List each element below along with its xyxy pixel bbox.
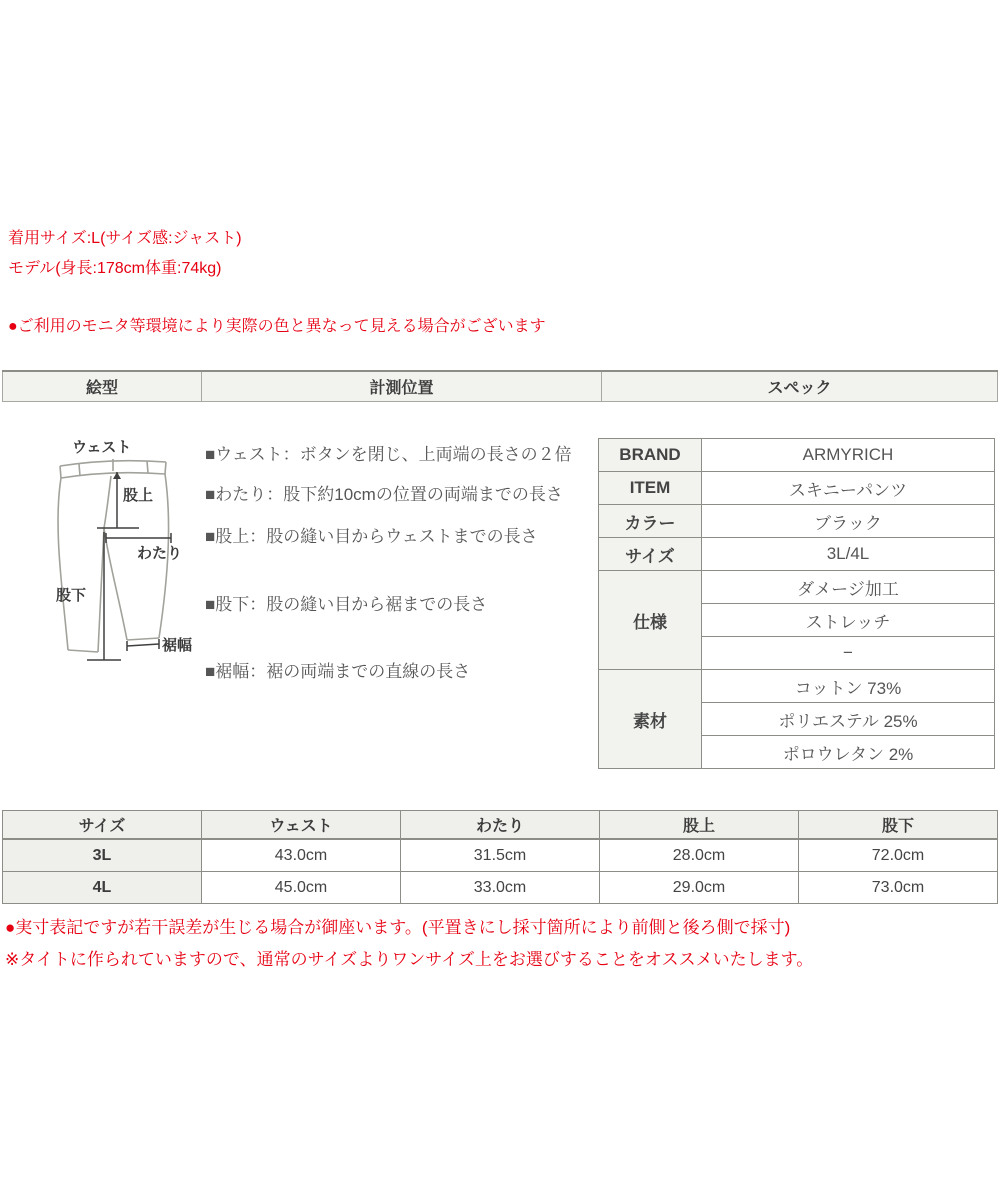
size-row-4l-label: 4L (3, 872, 202, 904)
table-row (3, 872, 998, 904)
measurement-descriptions (205, 440, 597, 687)
pants-diagram (30, 428, 230, 668)
size-4l-thigh: 33.0cm (401, 872, 600, 904)
size-col-header-inseam: 股下 (799, 811, 998, 840)
spec-value-feature-2: ストレッチ (702, 604, 995, 637)
tolerance-note: ●実寸表記ですが若干誤差が生じる場合が御座います。(平置きにし採寸箇所により前側と後ろ側で採寸) (5, 918, 791, 937)
size-4l-inseam: 73.0cm (799, 872, 998, 904)
spec-label-size: サイズ (599, 538, 702, 571)
size-3l-rise: 28.0cm (600, 839, 799, 872)
spec-label-item: ITEM (599, 472, 702, 505)
table-row (599, 670, 995, 703)
spec-label-color: カラー (599, 505, 702, 538)
table-row (599, 538, 995, 571)
spec-value-item: スキニーパンツ (702, 472, 995, 505)
desc-rise: ■股上：股の縫い目からウェストまでの長さ (205, 527, 538, 546)
size-col-header-size: サイズ (3, 811, 202, 840)
measure-section-header (2, 370, 998, 402)
size-4l-waist: 45.0cm (202, 872, 401, 904)
table-row (3, 811, 998, 840)
size-4l-rise: 29.0cm (600, 872, 799, 904)
spec-value-size: 3L/4L (702, 538, 995, 571)
spec-label-brand: BRAND (599, 439, 702, 472)
desc-inseam: ■股下：股の縫い目から裾までの長さ (205, 595, 488, 614)
monitor-color-note: ●ご利用のモニタ等環境により実際の色と異なって見える場合がございます (8, 318, 546, 335)
header-measure-position: 計測位置 (202, 371, 602, 402)
size-3l-waist: 43.0cm (202, 839, 401, 872)
size-col-header-thigh: わたり (401, 811, 600, 840)
table-row (599, 505, 995, 538)
desc-hem: ■裾幅：裾の両端までの直線の長さ (205, 662, 471, 681)
model-info-notes (8, 224, 546, 342)
diagram-label-rise: 股上 (123, 487, 154, 504)
sizing-advice-note: ※タイトに作られていますので、通常のサイズよりワンサイズ上をお選びすることをオススメいたします。 (5, 950, 814, 969)
spec-value-material-1: コットン 73% (702, 670, 995, 703)
diagram-label-inseam: 股下 (56, 587, 87, 604)
spec-value-material-2: ポリエステル 25% (702, 703, 995, 736)
spec-value-feature-1: ダメージ加工 (702, 571, 995, 604)
size-3l-thigh: 31.5cm (401, 839, 600, 872)
desc-thigh: ■わたり：股下約10cmの位置の両端までの長さ (205, 485, 563, 504)
size-row-3l-label: 3L (3, 839, 202, 872)
pants-diagram-svg (30, 428, 230, 668)
spec-label-features: 仕様 (599, 571, 702, 670)
size-col-header-waist: ウェスト (202, 811, 401, 840)
spec-value-color: ブラック (702, 505, 995, 538)
diagram-label-thigh: わたり (137, 545, 183, 562)
measurement-disclaimer-notes (5, 912, 813, 976)
size-3l-inseam: 72.0cm (799, 839, 998, 872)
spec-table (598, 438, 995, 769)
worn-size-note: 着用サイズ:L(サイズ感:ジャスト) (8, 230, 242, 247)
table-row (599, 439, 995, 472)
desc-waist: ■ウェスト：ボタンを閉じ、上両端の長さの２倍 (205, 445, 572, 464)
table-row (3, 839, 998, 872)
size-chart-table (2, 810, 998, 904)
header-drawing: 絵型 (3, 371, 202, 402)
model-stats-note: モデル(身長:178cm体重:74kg) (8, 260, 222, 277)
header-spec: スペック (601, 371, 997, 402)
table-row (599, 472, 995, 505)
table-row (599, 571, 995, 604)
spec-value-feature-3: − (702, 637, 995, 670)
diagram-label-waist: ウェスト (72, 439, 132, 456)
size-col-header-rise: 股上 (600, 811, 799, 840)
diagram-label-hem: 裾幅 (162, 637, 193, 654)
spec-label-material: 素材 (599, 670, 702, 769)
spec-value-material-3: ポロウレタン 2% (702, 736, 995, 769)
spec-value-brand: ARMYRICH (702, 439, 995, 472)
